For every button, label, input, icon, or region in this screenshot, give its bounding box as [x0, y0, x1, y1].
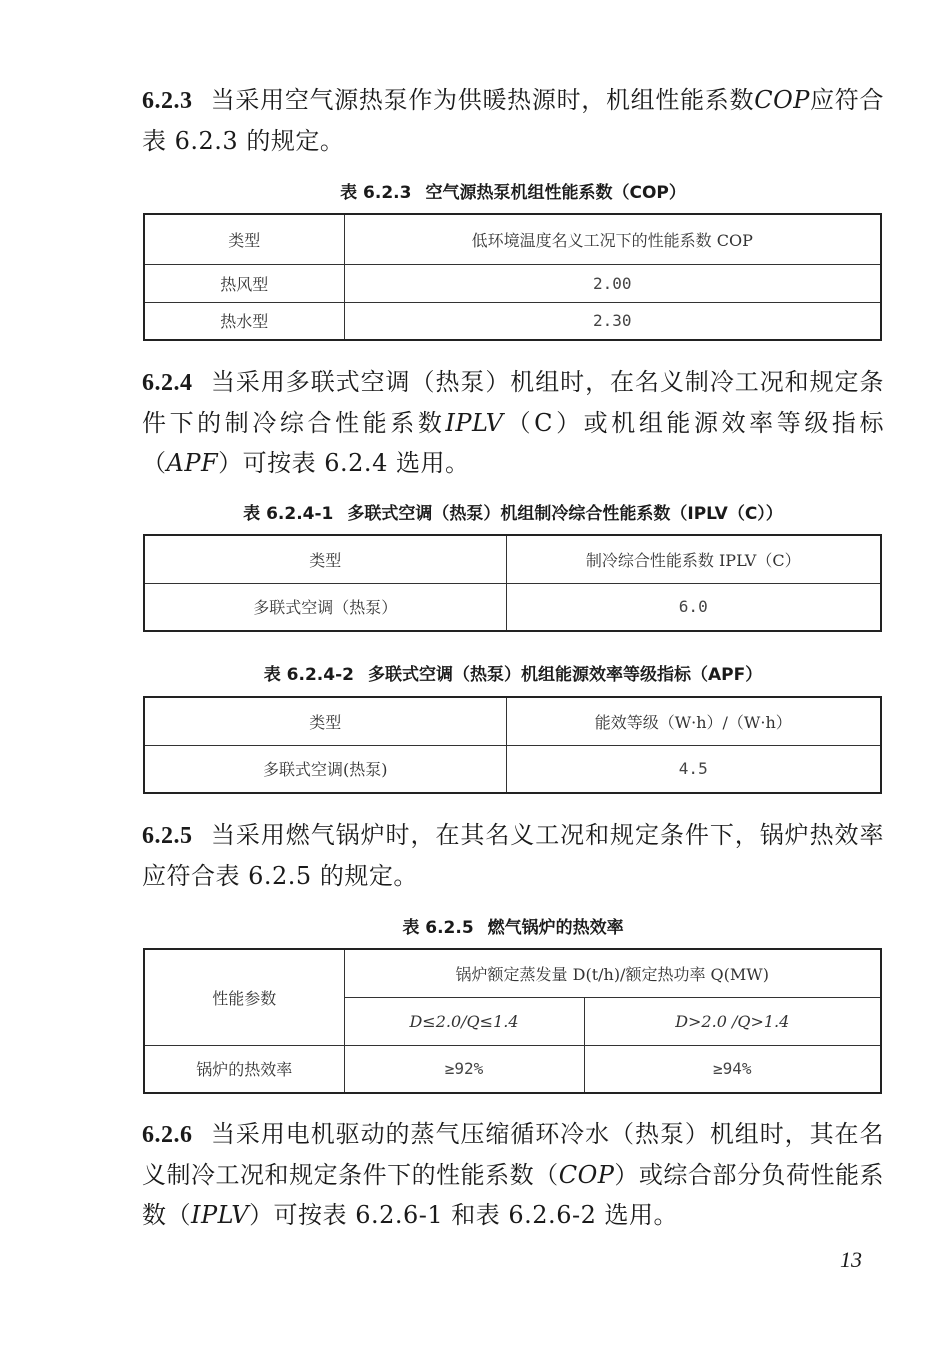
table-6-2-5: [143, 948, 882, 1094]
table-header-row: [144, 697, 881, 745]
value-cell: 6.0: [506, 583, 881, 631]
clause-text: ）或综合部分负荷性能系数（: [142, 1161, 885, 1229]
clause-text: 当采用多联式空调（热泵）机组时，在名义制冷工况和规定条件下的制冷综合性能系数: [142, 368, 884, 437]
type-cell: 多联式空调(热泵): [144, 745, 506, 793]
table-6-2-3: [143, 213, 882, 341]
clause-text: ）可按表 6.2.6-1 和表 6.2.6-2 选用。: [249, 1201, 678, 1229]
clause-6-2-4: [142, 362, 884, 483]
table-title: 多联式空调（热泵）机组制冷综合性能系数（IPLV（C））: [347, 504, 783, 524]
table-caption-6-2-4-1: [142, 499, 884, 524]
clause-number: 6.2.4: [142, 370, 193, 396]
type-cell: 热风型: [144, 264, 344, 302]
clause-number: 6.2.5: [142, 823, 193, 849]
clause-text: 应符合表 6.2.3 的规定。: [142, 86, 885, 155]
clause-6-2-3: [142, 80, 884, 161]
clause-text: ）可按表 6.2.4 选用。: [218, 449, 470, 477]
table-title: 多联式空调（热泵）机组能源效率等级指标（APF）: [367, 665, 763, 685]
subheader-small: D≤2.0/Q≤1.4: [344, 997, 584, 1045]
value-cell: 2.30: [344, 302, 881, 340]
table-6-2-4-2: [143, 696, 882, 794]
table-number: 表 6.2.5: [402, 918, 474, 938]
type-cell: 热水型: [144, 302, 344, 340]
iplv-term: IPLV: [445, 409, 504, 437]
header-type: 类型: [144, 214, 344, 264]
table-caption-6-2-4-2: [142, 660, 884, 685]
table-row: [144, 264, 881, 302]
table-row: [144, 745, 881, 793]
table-row: [144, 1045, 881, 1093]
table-header-row: [144, 949, 881, 997]
table-6-2-4-1: [143, 534, 882, 632]
value-cell: ≥94%: [584, 1045, 881, 1093]
table-title: 燃气锅炉的热效率: [487, 918, 624, 938]
header-type: 类型: [144, 535, 506, 583]
table-header-row: [144, 214, 881, 264]
type-cell: 多联式空调（热泵）: [144, 583, 506, 631]
table-caption-6-2-5: [142, 913, 884, 938]
value-cell: 2.00: [344, 264, 881, 302]
clause-text: （C）或机组能源效率等级指标（: [142, 409, 885, 477]
table-number: 表 6.2.4-1: [243, 504, 334, 524]
value-cell: 4.5: [506, 745, 881, 793]
header-iplv: 制冷综合性能系数 IPLV（C）: [506, 535, 881, 583]
header-type: 类型: [144, 697, 506, 745]
header-cop: 低环境温度名义工况下的性能系数 COP: [344, 214, 881, 264]
page-number: 13: [840, 1247, 862, 1272]
header-param: 性能参数: [144, 949, 344, 1045]
subheader-large: D>2.0 /Q>1.4: [584, 997, 881, 1045]
header-group: 锅炉额定蒸发量 D(t/h)/额定热功率 Q(MW): [344, 949, 881, 997]
clause-text: 当采用燃气锅炉时，在其名义工况和规定条件下，锅炉热效率应符合表 6.2.5 的规定。: [142, 821, 884, 890]
clause-text: 当采用电机驱动的蒸气压缩循环冷水（热泵）机组时，其在名义制冷工况和规定条件下的性能系数（: [142, 1120, 884, 1189]
header-apf: 能效等级（W·h）/（W·h）: [506, 697, 881, 745]
iplv-term: IPLV: [191, 1201, 250, 1229]
table-caption-6-2-3: [142, 178, 884, 203]
table-number: 表 6.2.4-2: [263, 665, 354, 685]
clause-text: 当采用空气源热泵作为供暖热源时，机组性能系数: [210, 86, 755, 114]
clause-6-2-6: [142, 1114, 884, 1235]
cop-term: COP: [754, 86, 810, 114]
table-number: 表 6.2.3: [340, 183, 412, 203]
table-row: [144, 583, 881, 631]
value-cell: ≥92%: [344, 1045, 584, 1093]
clause-number: 6.2.6: [142, 1122, 193, 1148]
cop-term: COP: [558, 1161, 615, 1189]
table-row: [144, 302, 881, 340]
clause-6-2-5: [142, 815, 884, 896]
table-title: 空气源热泵机组性能系数（COP）: [425, 183, 686, 203]
apf-term: APF: [166, 449, 219, 477]
row-label: 锅炉的热效率: [144, 1045, 344, 1093]
table-header-row: [144, 535, 881, 583]
clause-number: 6.2.3: [142, 88, 193, 114]
